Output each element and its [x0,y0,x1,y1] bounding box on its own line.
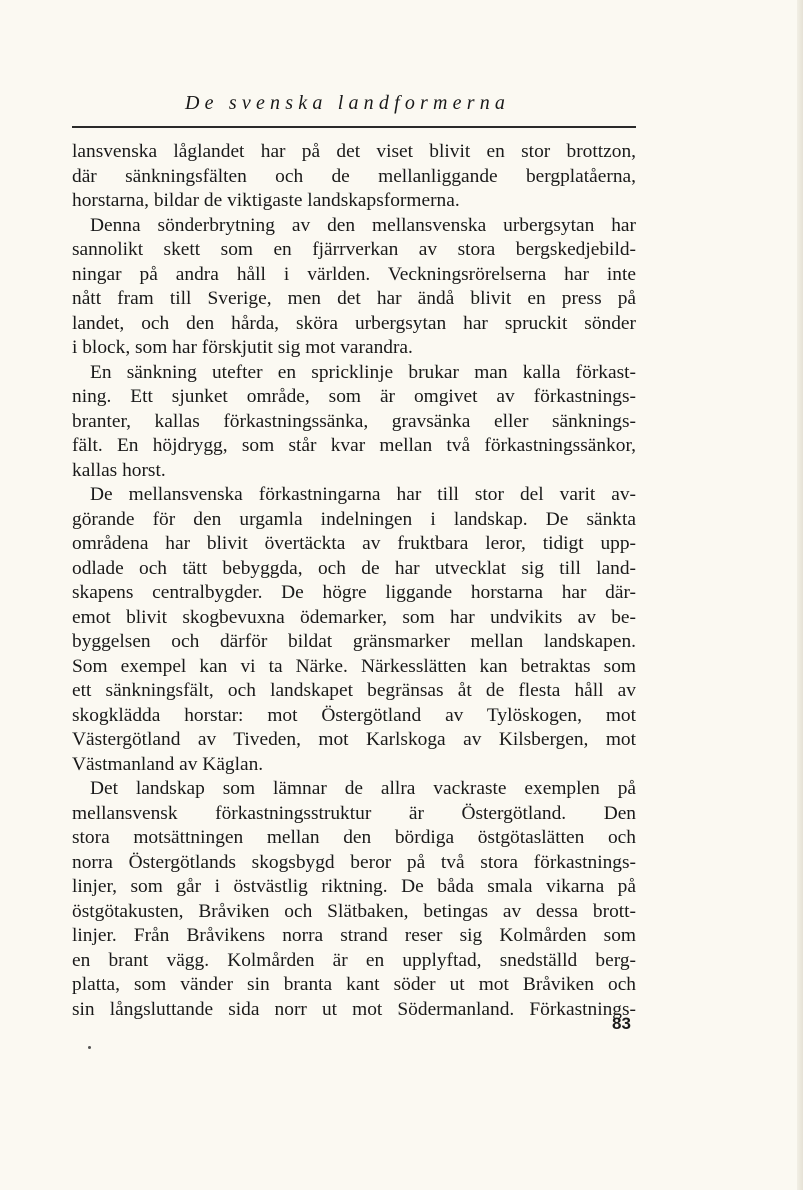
text-line: Västergötland av Tiveden, mot Karlskoga av Kilsbergen, mot [72,729,636,750]
text-line: skapens centralbygder. De högre liggande horstarna har där- [72,582,636,603]
text-line: områdena har blivit övertäckta av fruktbara leror, tidigt upp- [72,533,636,554]
text-line: byggelsen och därför bildat gränsmarker mellan landskapen. [72,631,636,652]
text-line: sannolikt skett som en fjärrverkan av stora bergskedjebild- [72,239,636,260]
text-line: sin långsluttande sida norr ut mot Södermanland. Förkastnings- [72,998,636,1020]
text-line: branter, kallas förkastningssänka, gravsänka eller sänknings- [72,410,636,432]
text-line: norra Östergötlands skogsbygd beror på två stora förkastnings- [72,851,636,873]
text-line: en brant vägg. Kolmården är en upplyftad, snedställd berg- [72,949,636,971]
text-line: fält. En höjdrygg, som står kvar mellan två förkastningssänkor, [72,435,636,456]
text-line: linjer, som går i östvästlig riktning. De båda smala vikarna på [72,876,636,897]
paragraph [72,483,636,777]
text-line: emot blivit skogbevuxna ödemarker, som har undvikits av be- [72,606,636,628]
paragraph [72,361,636,484]
text-line: ett sänkningsfält, och landskapet begränsas åt de flesta håll av [72,680,636,701]
text-line: ning. Ett sjunket område, som är omgivet av förkastnings- [72,386,636,407]
text-line: landet, och den hårda, sköra urbergsytan har spruckit sönder [72,312,636,334]
running-head: De svenska landformerna [185,92,511,114]
text-line: görande för den urgamla indelningen i landskap. De sänkta [72,508,636,530]
text-line: östgötakusten, Bråviken och Slätbaken, betingas av dessa brott- [72,900,636,922]
text-line: nått fram till Sverige, men det har ändå blivit en press på [72,288,636,309]
text-line: Det landskap som lämnar de allra vackraste exemplen på [90,778,636,799]
body-text [72,140,636,1022]
page-edge [797,0,803,1190]
text-line: De mellansvenska förkastningarna har till stor del varit av- [90,484,636,505]
text-line: linjer. Från Bråvikens norra strand reser sig Kolmården som [72,925,636,946]
header-rule [72,126,636,128]
paper-speck [88,1046,91,1049]
text-line: kallas horst. [72,459,166,481]
text-line: mellansvensk förkastningsstruktur är Östergötland. Den [72,802,636,824]
paragraph [72,140,636,214]
text-line: stora motsättningen mellan den bördiga östgötaslätten och [72,827,636,848]
text-line: horstarna, bildar de viktigaste landskapsformerna. [72,190,460,211]
text-line: Västmanland av Käglan. [72,753,264,775]
text-line: lansvenska låglandet har på det viset blivit en stor brottzon, [72,141,636,162]
paragraph [72,777,636,1022]
paragraph [72,214,636,361]
text-line: i block, som har förskjutit sig mot varandra. [72,337,413,358]
text-line: där sänkningsfälten och de mellanliggande bergplatåerna, [72,165,636,187]
text-line: En sänkning utefter en spricklinje brukar man kalla förkast- [90,361,636,383]
text-line: ningar på andra håll i världen. Veckningsrörelserna har inte [72,263,636,285]
text-line: Som exempel kan vi ta Närke. Närkesslätten kan betraktas som [72,655,636,677]
text-line: Denna sönderbrytning av den mellansvenska urbergsytan har [90,214,636,236]
text-line: platta, som vänder sin branta kant söder ut mot Bråviken och [72,974,636,995]
page-number: 83 [612,1014,631,1033]
text-line: odlade och tätt bebyggda, och de har utvecklat sig till land- [72,557,636,579]
text-line: skogklädda horstar: mot Östergötland av Tylöskogen, mot [72,704,636,726]
